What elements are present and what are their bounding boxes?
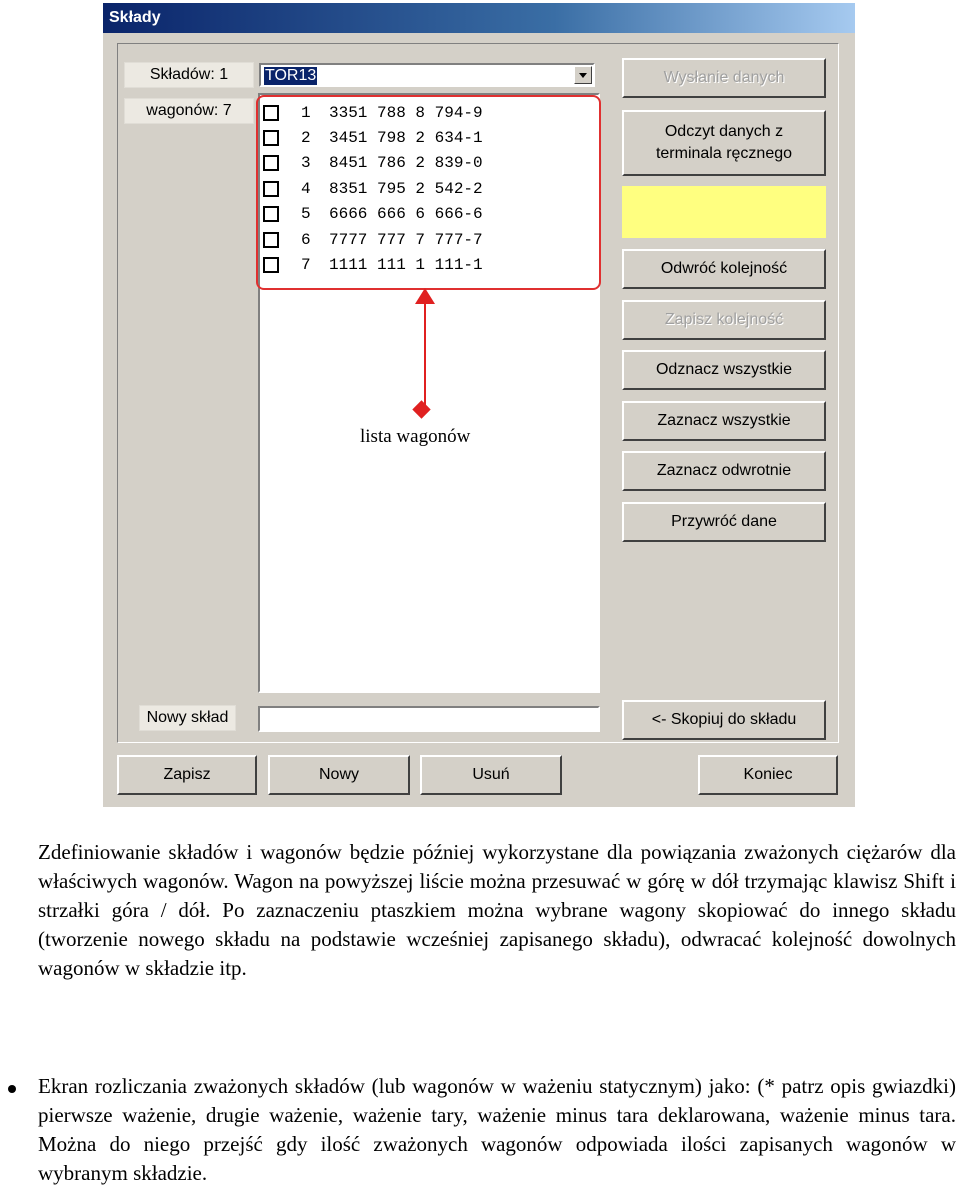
wagon-number: 3 [301, 154, 311, 172]
restore-data-button[interactable] [622, 502, 826, 542]
wagon-number: 1 [301, 104, 311, 122]
reverse-order-label: Odwróć kolejność [660, 260, 788, 277]
wagon-data: 7777 777 7 777-7 [329, 231, 483, 249]
deselect-all-label: Odznacz wszystkie [655, 361, 793, 378]
wagon-checkbox[interactable] [263, 257, 279, 273]
wagon-data: 8351 795 2 542-2 [329, 180, 483, 198]
chevron-down-icon[interactable] [574, 66, 592, 84]
invert-selection-label: Zaznacz odwrotnie [656, 462, 792, 479]
new-button[interactable] [268, 755, 410, 795]
wagon-count-label: wagonów: 7 [124, 98, 254, 124]
list-item[interactable] [263, 151, 483, 175]
end-button[interactable] [698, 755, 838, 795]
restore-data-label: Przywróć dane [671, 513, 777, 530]
title-bar[interactable] [103, 3, 855, 33]
wagon-data: 6666 666 6 666-6 [329, 205, 483, 223]
wagon-number: 5 [301, 205, 311, 223]
delete-button[interactable] [420, 755, 562, 795]
list-item[interactable] [263, 202, 483, 226]
list-item[interactable] [263, 101, 483, 125]
copy-to-sklad-label: <- Skopiuj do składu [651, 711, 797, 728]
select-all-label: Zaznacz wszystkie [657, 412, 791, 429]
save-order-button[interactable] [622, 300, 826, 340]
wagon-number: 7 [301, 256, 311, 274]
list-item[interactable] [263, 253, 483, 277]
wagon-number: 2 [301, 129, 311, 147]
copy-to-sklad-button[interactable] [622, 700, 826, 740]
wagon-checkbox[interactable] [263, 105, 279, 121]
read-terminal-button[interactable] [622, 110, 826, 176]
wagon-number: 4 [301, 180, 311, 198]
wagon-data: 1111 111 1 111-1 [329, 256, 483, 274]
select-all-button[interactable] [622, 401, 826, 441]
wagon-checkbox[interactable] [263, 181, 279, 197]
paragraph: Zdefiniowanie składów i wagonów będzie później wykorzystane dla powiązania zważonych ciężarów dla właściwych wagonów. Wagon na powyższej liście można przesuwać w górę w dół trzymając klawisz Shift i strzałki góra / dół. Po zaznaczeniu ptaszkiem można wybrane wagony skopiować do innego składu (tworzenie nowego składu na podstawie wcześniej zapisanego składu), odwracać kolejność dowolnych wagonów w składzie itp. [38, 840, 956, 980]
save-button[interactable] [117, 755, 257, 795]
end-label: Koniec [743, 766, 793, 783]
sklad-select-value: TOR13 [265, 67, 317, 84]
delete-label: Usuń [472, 766, 510, 783]
sklad-count-label: Składów: 1 [124, 62, 254, 88]
wagon-number: 6 [301, 231, 311, 249]
status-indicator [622, 186, 826, 238]
save-order-label: Zapisz kolejność [664, 311, 784, 328]
sklady-dialog [103, 3, 855, 807]
send-data-label: Wysłanie danych [663, 69, 785, 86]
annotation-label: lista wagonów [360, 426, 471, 447]
save-label: Zapisz [163, 766, 211, 783]
reverse-order-button[interactable] [622, 249, 826, 289]
list-item[interactable] [263, 126, 483, 150]
wagon-checkbox[interactable] [263, 206, 279, 222]
list-item[interactable] [263, 228, 483, 252]
sklad-select[interactable] [259, 63, 595, 87]
invert-selection-button[interactable] [622, 451, 826, 491]
wagon-data: 8451 786 2 839-0 [329, 154, 483, 172]
paragraph: Ekran rozliczania zważonych składów (lub wagonów w ważeniu statycznym) jako: (* patrz opis gwiazdki) pierwsze ważenie, drugie ważenie, ważenie tary, ważenie minus tara deklarowana, ważenie minus tara. Można do niego przejść gdy ilość zważonych wagonów odpowiada ilości zapisanych wagonów w wybranym składzie. [38, 1074, 956, 1185]
new-sklad-label: Nowy skład [139, 705, 236, 731]
wagon-checkbox[interactable] [263, 232, 279, 248]
wagon-checkbox[interactable] [263, 155, 279, 171]
new-sklad-input[interactable] [258, 706, 600, 732]
wagon-checkbox[interactable] [263, 130, 279, 146]
deselect-all-button[interactable] [622, 350, 826, 390]
list-item[interactable] [263, 177, 483, 201]
read-terminal-label: Odczyt danych z terminala ręcznego [655, 123, 793, 162]
annotation-line [424, 300, 426, 408]
dialog-title: Składy [109, 9, 161, 26]
wagon-data: 3351 788 8 794-9 [329, 104, 483, 122]
send-data-button[interactable] [622, 58, 826, 98]
wagon-data: 3451 798 2 634-1 [329, 129, 483, 147]
bullet-icon [8, 1085, 16, 1093]
new-label: Nowy [318, 766, 359, 783]
